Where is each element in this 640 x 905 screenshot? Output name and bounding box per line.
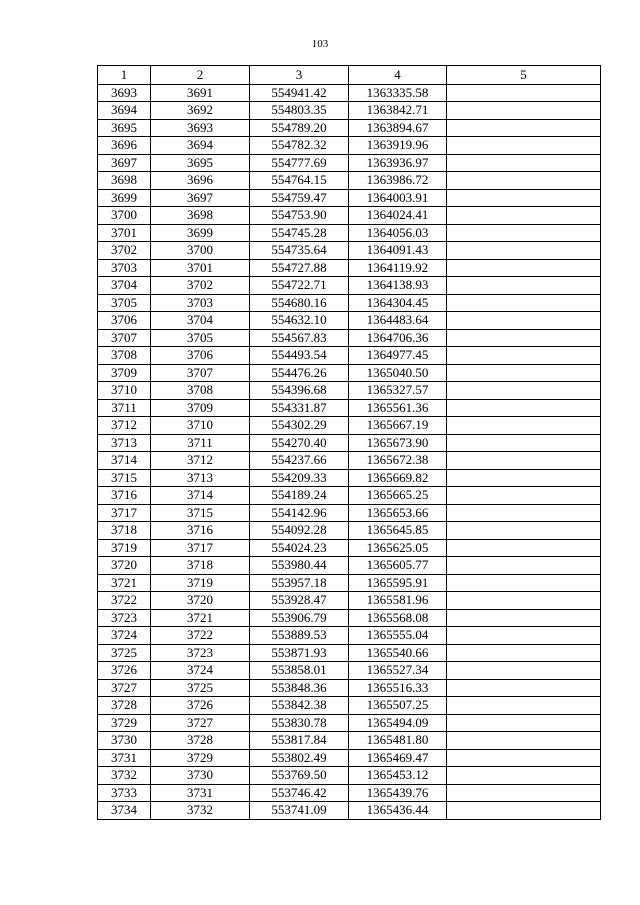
table-row xyxy=(98,644,601,662)
table-cell xyxy=(447,294,601,312)
table-cell xyxy=(447,312,601,330)
table-cell xyxy=(447,452,601,470)
table-row xyxy=(98,714,601,732)
table-cell xyxy=(447,417,601,435)
table-cell: 3732 xyxy=(151,802,250,820)
table-cell: 3713 xyxy=(151,469,250,487)
table-cell: 3718 xyxy=(151,557,250,575)
table-cell: 3711 xyxy=(98,399,151,417)
table-row xyxy=(98,784,601,802)
table-cell: 554024.23 xyxy=(250,539,349,557)
table-cell: 554331.87 xyxy=(250,399,349,417)
table-cell: 554493.54 xyxy=(250,347,349,365)
table-cell: 3715 xyxy=(98,469,151,487)
table-cell: 554092.28 xyxy=(250,522,349,540)
table-row xyxy=(98,469,601,487)
table-cell: 3722 xyxy=(98,592,151,610)
table-cell: 3702 xyxy=(151,277,250,295)
table-cell: 3703 xyxy=(98,259,151,277)
table-cell: 1365527.34 xyxy=(349,662,447,680)
table-cell: 3723 xyxy=(151,644,250,662)
table-cell xyxy=(447,504,601,522)
table-cell: 554764.15 xyxy=(250,172,349,190)
table-cell: 3697 xyxy=(98,154,151,172)
table-row xyxy=(98,242,601,260)
table-cell: 1363936.97 xyxy=(349,154,447,172)
table-cell: 1364138.93 xyxy=(349,277,447,295)
table-cell: 1365645.85 xyxy=(349,522,447,540)
table-cell: 3705 xyxy=(151,329,250,347)
table-cell: 1365595.91 xyxy=(349,574,447,592)
table-cell: 554735.64 xyxy=(250,242,349,260)
table-cell xyxy=(447,697,601,715)
table-cell: 553848.36 xyxy=(250,679,349,697)
table-cell: 3700 xyxy=(151,242,250,260)
table-cell: 3714 xyxy=(151,487,250,505)
table-cell: 3725 xyxy=(151,679,250,697)
table-cell: 3715 xyxy=(151,504,250,522)
table-cell: 3701 xyxy=(151,259,250,277)
table-cell: 1365667.19 xyxy=(349,417,447,435)
table-cell: 554782.32 xyxy=(250,137,349,155)
table-cell: 3733 xyxy=(98,784,151,802)
table-cell: 1365494.09 xyxy=(349,714,447,732)
table-cell: 554727.88 xyxy=(250,259,349,277)
table-cell: 3699 xyxy=(151,224,250,242)
table-cell: 1363894.67 xyxy=(349,119,447,137)
table-cell: 553817.84 xyxy=(250,732,349,750)
table-cell: 1364091.43 xyxy=(349,242,447,260)
table-cell: 1363919.96 xyxy=(349,137,447,155)
table-cell xyxy=(447,84,601,102)
table-cell: 1365568.08 xyxy=(349,609,447,627)
table-cell: 3702 xyxy=(98,242,151,260)
table-cell: 1365605.77 xyxy=(349,557,447,575)
table-row xyxy=(98,802,601,820)
table-cell: 3721 xyxy=(151,609,250,627)
table-row xyxy=(98,347,601,365)
table-cell: 1365673.90 xyxy=(349,434,447,452)
table-cell: 1364119.92 xyxy=(349,259,447,277)
table-cell: 1365481.80 xyxy=(349,732,447,750)
table-cell: 553842.38 xyxy=(250,697,349,715)
table-cell: 3734 xyxy=(98,802,151,820)
table-cell: 3697 xyxy=(151,189,250,207)
table-cell: 554567.83 xyxy=(250,329,349,347)
table-cell xyxy=(447,259,601,277)
table-cell xyxy=(447,364,601,382)
table-cell: 553980.44 xyxy=(250,557,349,575)
table-cell: 3704 xyxy=(98,277,151,295)
table-row xyxy=(98,539,601,557)
table-cell: 3691 xyxy=(151,84,250,102)
table-cell: 3714 xyxy=(98,452,151,470)
table-cell: 3724 xyxy=(151,662,250,680)
table-row xyxy=(98,627,601,645)
table-cell: 3713 xyxy=(98,434,151,452)
table-row xyxy=(98,207,601,225)
table-cell: 3696 xyxy=(151,172,250,190)
table-cell: 1365669.82 xyxy=(349,469,447,487)
table-cell: 3694 xyxy=(151,137,250,155)
table-cell: 3726 xyxy=(98,662,151,680)
table-cell xyxy=(447,802,601,820)
table-cell: 3711 xyxy=(151,434,250,452)
table-cell: 3710 xyxy=(98,382,151,400)
table-cell: 1365436.44 xyxy=(349,802,447,820)
table-cell xyxy=(447,329,601,347)
table-row xyxy=(98,749,601,767)
table-cell xyxy=(447,644,601,662)
table-cell xyxy=(447,207,601,225)
table-cell: 3728 xyxy=(98,697,151,715)
table-cell: 1365040.50 xyxy=(349,364,447,382)
table-cell: 554777.69 xyxy=(250,154,349,172)
table-cell: 1365453.12 xyxy=(349,767,447,785)
table-cell: 554680.16 xyxy=(250,294,349,312)
table-cell: 1364056.03 xyxy=(349,224,447,242)
table-cell: 3700 xyxy=(98,207,151,225)
table-cell: 554722.71 xyxy=(250,277,349,295)
table-cell: 1365439.76 xyxy=(349,784,447,802)
table-cell: 554789.20 xyxy=(250,119,349,137)
table-row xyxy=(98,154,601,172)
table-cell: 3717 xyxy=(98,504,151,522)
table-cell: 1365469.47 xyxy=(349,749,447,767)
table-cell: 3730 xyxy=(98,732,151,750)
table-cell: 1365555.04 xyxy=(349,627,447,645)
column-header: 2 xyxy=(151,66,250,85)
table-cell xyxy=(447,557,601,575)
table-cell xyxy=(447,784,601,802)
table-cell xyxy=(447,662,601,680)
table-cell: 3716 xyxy=(98,487,151,505)
column-header: 4 xyxy=(349,66,447,85)
table-cell: 3730 xyxy=(151,767,250,785)
table-cell: 3727 xyxy=(151,714,250,732)
table-cell: 3705 xyxy=(98,294,151,312)
table-cell xyxy=(447,347,601,365)
table-cell xyxy=(447,627,601,645)
table-row xyxy=(98,329,601,347)
table-cell: 1365507.25 xyxy=(349,697,447,715)
column-header: 5 xyxy=(447,66,601,85)
table-row xyxy=(98,417,601,435)
table-cell: 3709 xyxy=(151,399,250,417)
table-cell: 3698 xyxy=(151,207,250,225)
table-cell: 3709 xyxy=(98,364,151,382)
table-cell xyxy=(447,399,601,417)
table-row xyxy=(98,84,601,102)
table-cell: 3706 xyxy=(98,312,151,330)
table-cell: 3693 xyxy=(98,84,151,102)
table-cell: 3708 xyxy=(151,382,250,400)
table-cell: 553741.09 xyxy=(250,802,349,820)
table-cell: 3695 xyxy=(98,119,151,137)
table-cell: 3701 xyxy=(98,224,151,242)
table-cell xyxy=(447,434,601,452)
table-cell: 554759.47 xyxy=(250,189,349,207)
table-cell xyxy=(447,154,601,172)
table-cell xyxy=(447,469,601,487)
table-cell: 3723 xyxy=(98,609,151,627)
table-cell: 554302.29 xyxy=(250,417,349,435)
table-cell: 1363986.72 xyxy=(349,172,447,190)
table-cell xyxy=(447,732,601,750)
table-cell: 554803.35 xyxy=(250,102,349,120)
table-cell xyxy=(447,242,601,260)
table-row xyxy=(98,662,601,680)
table-cell: 3693 xyxy=(151,119,250,137)
table-cell xyxy=(447,714,601,732)
table-cell xyxy=(447,102,601,120)
table-cell: 554189.24 xyxy=(250,487,349,505)
table-cell: 3732 xyxy=(98,767,151,785)
table-cell: 554632.10 xyxy=(250,312,349,330)
table-cell: 553802.49 xyxy=(250,749,349,767)
table-cell xyxy=(447,592,601,610)
table-cell: 3729 xyxy=(151,749,250,767)
table-cell: 553928.47 xyxy=(250,592,349,610)
table-row xyxy=(98,312,601,330)
column-header: 1 xyxy=(98,66,151,85)
table-cell xyxy=(447,382,601,400)
header-row xyxy=(98,66,601,85)
table-cell: 553858.01 xyxy=(250,662,349,680)
table-row xyxy=(98,189,601,207)
table-cell: 554209.33 xyxy=(250,469,349,487)
table-cell xyxy=(447,574,601,592)
table-cell: 553769.50 xyxy=(250,767,349,785)
table-cell: 3696 xyxy=(98,137,151,155)
table-cell: 3731 xyxy=(98,749,151,767)
table-row xyxy=(98,732,601,750)
table-row xyxy=(98,767,601,785)
table-cell: 1364003.91 xyxy=(349,189,447,207)
table-cell: 3727 xyxy=(98,679,151,697)
table-cell xyxy=(447,224,601,242)
table-cell: 554270.40 xyxy=(250,434,349,452)
table-cell xyxy=(447,487,601,505)
table-cell xyxy=(447,539,601,557)
table-row xyxy=(98,522,601,540)
table-row xyxy=(98,592,601,610)
table-cell: 3720 xyxy=(98,557,151,575)
table-cell: 3706 xyxy=(151,347,250,365)
table-row xyxy=(98,679,601,697)
table-cell: 3721 xyxy=(98,574,151,592)
table-cell: 3712 xyxy=(151,452,250,470)
table-cell: 3712 xyxy=(98,417,151,435)
table-cell: 3722 xyxy=(151,627,250,645)
table-cell: 553871.93 xyxy=(250,644,349,662)
table-row xyxy=(98,277,601,295)
table-cell: 1365625.05 xyxy=(349,539,447,557)
table-cell xyxy=(447,119,601,137)
table-cell xyxy=(447,609,601,627)
table-cell: 1365581.96 xyxy=(349,592,447,610)
table-cell: 1364483.64 xyxy=(349,312,447,330)
table-row xyxy=(98,504,601,522)
table-cell: 3694 xyxy=(98,102,151,120)
table-cell: 554753.90 xyxy=(250,207,349,225)
table-row xyxy=(98,557,601,575)
table-row xyxy=(98,434,601,452)
table-cell xyxy=(447,679,601,697)
table-cell: 3725 xyxy=(98,644,151,662)
table-row xyxy=(98,487,601,505)
table-cell: 1365665.25 xyxy=(349,487,447,505)
table-cell: 554476.26 xyxy=(250,364,349,382)
table-row xyxy=(98,294,601,312)
table-cell: 554941.42 xyxy=(250,84,349,102)
table-cell: 3719 xyxy=(98,539,151,557)
table-row xyxy=(98,364,601,382)
table-cell: 553906.79 xyxy=(250,609,349,627)
table-cell: 3710 xyxy=(151,417,250,435)
table-cell: 3703 xyxy=(151,294,250,312)
table-row xyxy=(98,452,601,470)
page-number: 103 xyxy=(311,38,329,50)
coordinates-table xyxy=(97,65,601,820)
table-cell: 3695 xyxy=(151,154,250,172)
table-cell: 1365540.66 xyxy=(349,644,447,662)
table-row xyxy=(98,259,601,277)
table-cell: 3699 xyxy=(98,189,151,207)
table-cell: 554396.68 xyxy=(250,382,349,400)
table-cell: 553957.18 xyxy=(250,574,349,592)
table-row xyxy=(98,697,601,715)
table-cell: 1364977.45 xyxy=(349,347,447,365)
table-cell: 3707 xyxy=(98,329,151,347)
table-header xyxy=(98,66,601,85)
table-cell: 3717 xyxy=(151,539,250,557)
table-cell: 3720 xyxy=(151,592,250,610)
table-cell: 3698 xyxy=(98,172,151,190)
table-cell: 554237.66 xyxy=(250,452,349,470)
table-cell: 553889.53 xyxy=(250,627,349,645)
table-cell xyxy=(447,172,601,190)
table-cell: 553830.78 xyxy=(250,714,349,732)
table-cell: 1365327.57 xyxy=(349,382,447,400)
table-cell: 3726 xyxy=(151,697,250,715)
table-row xyxy=(98,399,601,417)
table-cell: 3731 xyxy=(151,784,250,802)
table-cell: 3728 xyxy=(151,732,250,750)
table-cell: 1365672.38 xyxy=(349,452,447,470)
table-cell: 1365561.36 xyxy=(349,399,447,417)
table-cell: 1365653.66 xyxy=(349,504,447,522)
table-cell: 3719 xyxy=(151,574,250,592)
table-cell: 554142.96 xyxy=(250,504,349,522)
table-cell xyxy=(447,137,601,155)
column-header: 3 xyxy=(250,66,349,85)
table-cell: 3704 xyxy=(151,312,250,330)
table-row xyxy=(98,609,601,627)
table-cell xyxy=(447,749,601,767)
table-row xyxy=(98,224,601,242)
table-cell: 1363842.71 xyxy=(349,102,447,120)
table-cell xyxy=(447,522,601,540)
table-cell: 553746.42 xyxy=(250,784,349,802)
table-row xyxy=(98,574,601,592)
table-cell: 3692 xyxy=(151,102,250,120)
table-row xyxy=(98,382,601,400)
table-row xyxy=(98,137,601,155)
table-cell: 1364706.36 xyxy=(349,329,447,347)
table-cell: 1364304.45 xyxy=(349,294,447,312)
table-cell: 1365516.33 xyxy=(349,679,447,697)
table-cell: 3716 xyxy=(151,522,250,540)
table-body xyxy=(98,84,601,819)
table-cell xyxy=(447,277,601,295)
table-cell: 1364024.41 xyxy=(349,207,447,225)
table-cell: 3707 xyxy=(151,364,250,382)
table-row xyxy=(98,102,601,120)
table-row xyxy=(98,119,601,137)
table-cell xyxy=(447,189,601,207)
table-cell: 3718 xyxy=(98,522,151,540)
table-cell: 554745.28 xyxy=(250,224,349,242)
table-cell: 1363335.58 xyxy=(349,84,447,102)
table-cell: 3708 xyxy=(98,347,151,365)
table-cell: 3729 xyxy=(98,714,151,732)
table-row xyxy=(98,172,601,190)
table-cell: 3724 xyxy=(98,627,151,645)
table-cell xyxy=(447,767,601,785)
